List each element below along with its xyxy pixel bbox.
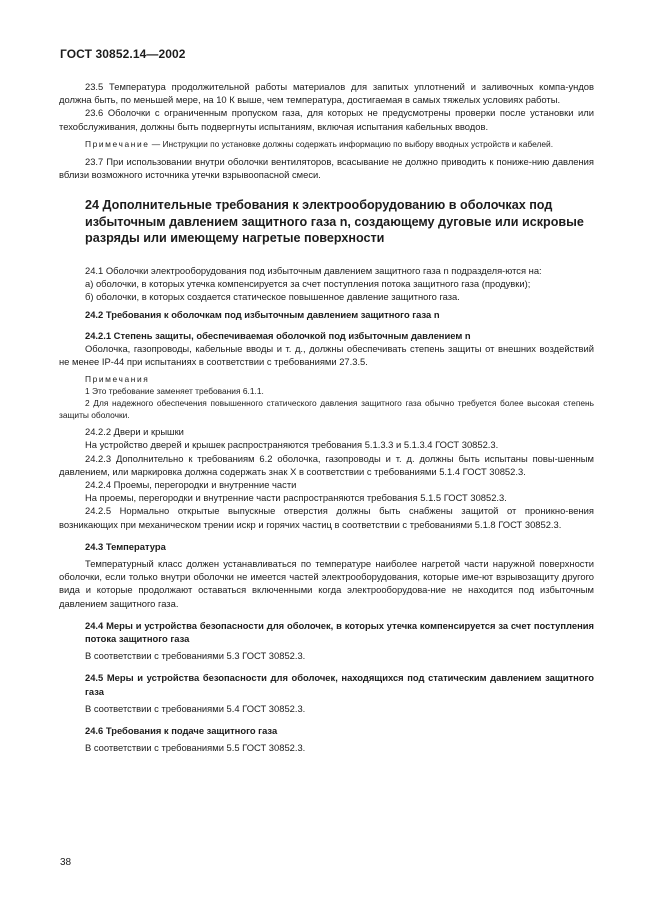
para-24-2-3: 24.2.3 Дополнительно к требованиям 6.2 оболочка, газопроводы и т. д. должны быть испытаны повы-шенным давлением, или маркировка должна содержать знак X в соответствии с требованиями 5.1.4 ГОСТ 30852.3. [59, 452, 594, 477]
para-24-4: В соответствии с требованиями 5.3 ГОСТ 30852.3. [85, 650, 306, 662]
heading-24-5: 24.5 Меры и устройства безопасности для оболочек, находящихся под статическим давлением защитного газа [85, 672, 594, 697]
heading-24-6: 24.6 Требования к подаче защитного газа [85, 725, 278, 736]
para-23-5: 23.5 Температура продолжительной работы материалов для запитых уплотнений и заливочных компа-ундов должна быть, по меньшей мере, на 10 К выше, чем температура, достигаемая в самых тяжелых условиях работы. [59, 81, 594, 106]
para-24-3: Температурный класс должен устанавливаться по температуре наиболее нагретой части наружной поверхности оболочки, если только внутри оболочки не имеется частей электрооборудования, которые име-ют взрывозащиту другого вида и которые продолжают оставаться включенными когда электрооборудова-ние не находится под избыточным давлением защитного газа. [59, 557, 594, 609]
para-24-5: В соответствии с требованиями 5.4 ГОСТ 30852.3. [85, 702, 306, 714]
note-23-6 [59, 138, 594, 150]
para-24-6: В соответствии с требованиями 5.5 ГОСТ 30852.3. [85, 742, 306, 754]
para-24-2-2-title: 24.2.2 Двери и крышки [85, 426, 184, 438]
para-24-2-4-title: 24.2.4 Проемы, перегородки и внутренние части [85, 478, 297, 490]
para-23-7: 23.7 При использовании внутри оболочки вентиляторов, всасывание не должно приводить к пониже-нию давления вблизи возможного источника утечки взрывоопасной смеси. [59, 155, 594, 181]
heading-24-4: 24.4 Меры и устройства безопасности для оболочек, в которых утечка компенсируется за счет поступления потока защитного газа [85, 619, 594, 644]
section-24-title: 24 Дополнительные требования к электрооборудованию в оболочках под избыточным давлением защитного газа n, создающему дуговые или искровые разряды или имеющему нагретые поверхности [85, 198, 584, 246]
document-header: ГОСТ 30852.14—2002 [60, 47, 186, 61]
note-2: 2 Для надежного обеспечения повышенного статического давления защитного газа обычно требуется более высокая степень защиты оболочки. [59, 398, 594, 421]
note-text: — Инструкции по установке должны содержать информацию по выбору вводных устройств и кабелей. [149, 138, 554, 149]
note-1: 1 Это требование заменяет требования 6.1.1. [85, 386, 264, 397]
para-24-1: 24.1 Оболочки электрооборудования под избыточным давлением защитного газа n подразделя-ются на: [85, 264, 542, 276]
para-24-2-2: На устройство дверей и крышек распространяются требования 5.1.3.3 и 5.1.3.4 ГОСТ 30852.3. [85, 439, 499, 451]
document-body [59, 80, 594, 754]
note-label: Примечание [85, 138, 150, 149]
page-number: 38 [60, 857, 72, 868]
para-24-2-4: На проемы, перегородки и внутренние части распространяются требования 5.1.5 ГОСТ 30852.3. [85, 492, 507, 504]
para-24-2-1: Оболочка, газопроводы, кабельные вводы и т. д., должны обеспечивать степень защиты от внешних воздействий не менее IP-44 при испытаниях в соответствии с требованиями 27.3.5. [59, 342, 594, 367]
heading-24-3: 24.3 Температура [85, 540, 166, 552]
para-24-2-5: 24.2.5 Нормально открытые выпускные отверстия должны быть снабжены защитой от проникно-вения возникающих при механическом трении искр и горячих частиц в соответствии с требованиями 5.1.8 ГОСТ 30852.3. [59, 505, 594, 530]
notes-label: Примечания [85, 374, 150, 385]
list-item-24-1-a: а) оболочки, в которых утечка компенсируется за счет поступления потока защитного газа (продувки); [85, 277, 531, 289]
heading-24-2: 24.2 Требования к оболочкам под избыточным давлением защитного газа n [85, 309, 440, 321]
heading-24-2-1: 24.2.1 Степень защиты, обеспечиваемая оболочкой под избыточным давлением n [85, 329, 471, 341]
list-item-24-1-b: б) оболочки, в которых создается статическое повышенное давление защитного газа. [85, 291, 460, 303]
para-23-6: 23.6 Оболочки с ограниченным пропуском газа, для которых не предусмотрены проверки после установки или техобслуживания, должны быть подвергнуты испытаниям, включая испытания кабельных вводов. [59, 107, 594, 132]
